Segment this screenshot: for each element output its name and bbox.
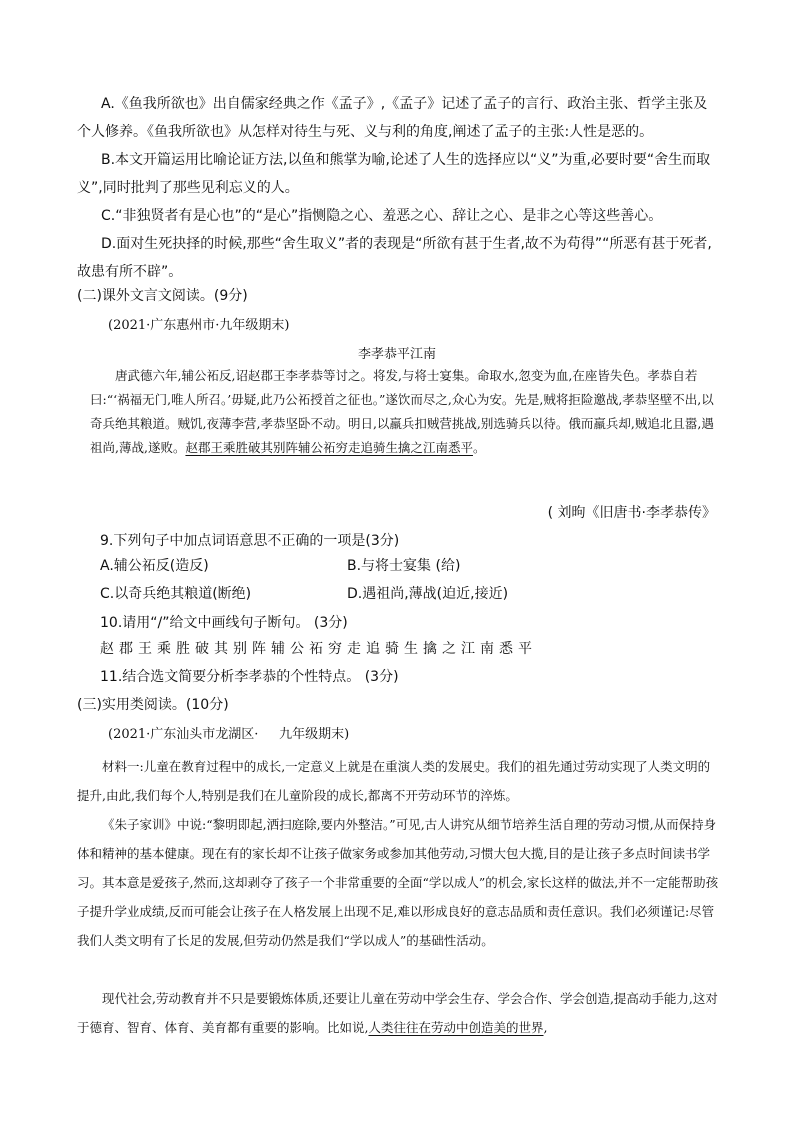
- q9-option-c: C.以奇兵绝其粮道(断绝): [100, 586, 252, 602]
- section3-heading: (三)实用类阅读。(10分): [77, 697, 229, 713]
- q9-option-d: D.遇祖尚,薄战(迫近,接近): [347, 586, 509, 602]
- classical-passage: [90, 364, 720, 460]
- question-11: 11.结合选文简要分析李孝恭的个性特点。 (3分): [100, 669, 399, 685]
- material-one: 材料一:儿童在教育过程中的成长,一定意义上就是在重演人类的发展史。我们的祖先通过劳动实现了人类文明的提升,由此,我们每个人,特别是我们在儿童阶段的成长,都离不开劳动环节的淬炼。: [77, 759, 711, 803]
- option-b: [77, 146, 717, 202]
- option-d-text: D.面对生死抉择的时候,那些“舍生取义”者的表现是“所欲有甚于生者,故不为苟得”“所恶有甚于死者,故患有所不辟”。: [77, 236, 712, 280]
- option-d: [77, 230, 717, 286]
- q9-options-row1: [100, 552, 461, 580]
- option-b-text: B.本文开篇运用比喻论证方法,以鱼和熊掌为喻,论述了人生的选择应以“义”为重,必要时要“舍生而取义”,同时批判了那些见利忘义的人。: [77, 152, 711, 196]
- question-10: 10.请用“/”给文中画线句子断句。 (3分): [100, 615, 348, 631]
- q9-options-row2: [100, 580, 509, 608]
- passage-text: 唐武德六年,辅公祏反,诏赵郡王李孝恭等讨之。将发,与将士宴集。命取水,忽变为血,在座皆失色。孝恭自若曰:“‘祸福无门,唯人所召。’毋疑,此乃公祏授首之征也。”遂饮而尽之,众心为安。先是,贼将拒险邀战,孝恭坚壁不出,以奇兵绝其粮道。贼饥,夜薄李营,孝恭坚卧不动。明日,以羸兵扣贼营挑战,别选骑兵以待。俄而羸兵却,贼追北且嚣,遇祖尚,薄战,遂败。: [90, 368, 714, 455]
- para3-underlined: 人类往往在劳动中创造美的世界: [368, 1020, 544, 1035]
- section2-heading: (二)课外文言文阅读。(9分): [77, 288, 248, 304]
- material-paragraph-3: [77, 984, 719, 1042]
- para3-text: 现代社会,劳动教育并不只是要锻炼体质,还要让儿童在劳动中学会生存、学会合作、学会创造,提高动手能力,这对于德育、智育、体育、美育都有重要的影响。比如说,: [77, 991, 718, 1035]
- passage-citation: ( 刘昫《旧唐书·李孝恭传》: [547, 505, 716, 521]
- question-9: 9.下列句子中加点词语意思不正确的一项是(3分): [100, 533, 400, 549]
- option-c-text: C.“非独贤者有是心也”的“是心”指恻隐之心、羞恶之心、辞让之心、是非之心等这些善心。: [101, 208, 663, 224]
- option-a-text: A.《鱼我所欲也》出自儒家经典之作《孟子》,《孟子》记述了孟子的言行、政治主张、哲学主张及个人修养。《鱼我所欲也》从怎样对待生与死、义与利的角度,阐述了孟子的主张:人性是恶的。: [77, 96, 708, 140]
- passage-end: 。: [472, 440, 486, 455]
- section2-source: (2021·广东惠州市·九年级期末): [108, 318, 290, 333]
- material-paragraph-2: 《朱子家训》中说:“黎明即起,洒扫庭除,要内外整洁。”可见,古人讲究从细节培养生活自理的劳动习惯,从而保持身体和精神的基本健康。现在有的家长却不让孩子做家务或参加其他劳动,习惯大包大揽,目的是让孩子多点时间读书学习。其本意是爱孩子,然而,这却剥夺了孩子一个非常重要的全面“学以成人”的机会,家长这样的做法,并不一定能帮助孩子提升学业成绩,反而可能会让孩子在人格发展上出现不足,难以形成良好的意志品质和责任意识。我们必须谨记:尽管我们人类文明有了长足的发展,但劳动仍然是我们“学以成人”的基础性活动。: [77, 817, 719, 948]
- q9-option-a: A.辅公祏反(造反): [100, 558, 209, 574]
- option-a: [77, 90, 717, 146]
- para3-end: ,: [543, 1020, 548, 1035]
- q10-sentence: 赵郡王乘胜破其别阵辅公祏穷走追骑生擒之江南悉平: [100, 641, 537, 657]
- section3-source: (2021·广东汕头市龙湖区· 九年级期末): [108, 727, 350, 742]
- q9-option-b: B.与将士宴集 (给): [347, 558, 461, 574]
- passage-underlined-sentence: 赵郡王乘胜破其别阵辅公祏穷走追骑生擒之江南悉平: [185, 440, 473, 455]
- passage-title: 李孝恭平江南: [357, 347, 436, 362]
- option-c: [77, 202, 717, 230]
